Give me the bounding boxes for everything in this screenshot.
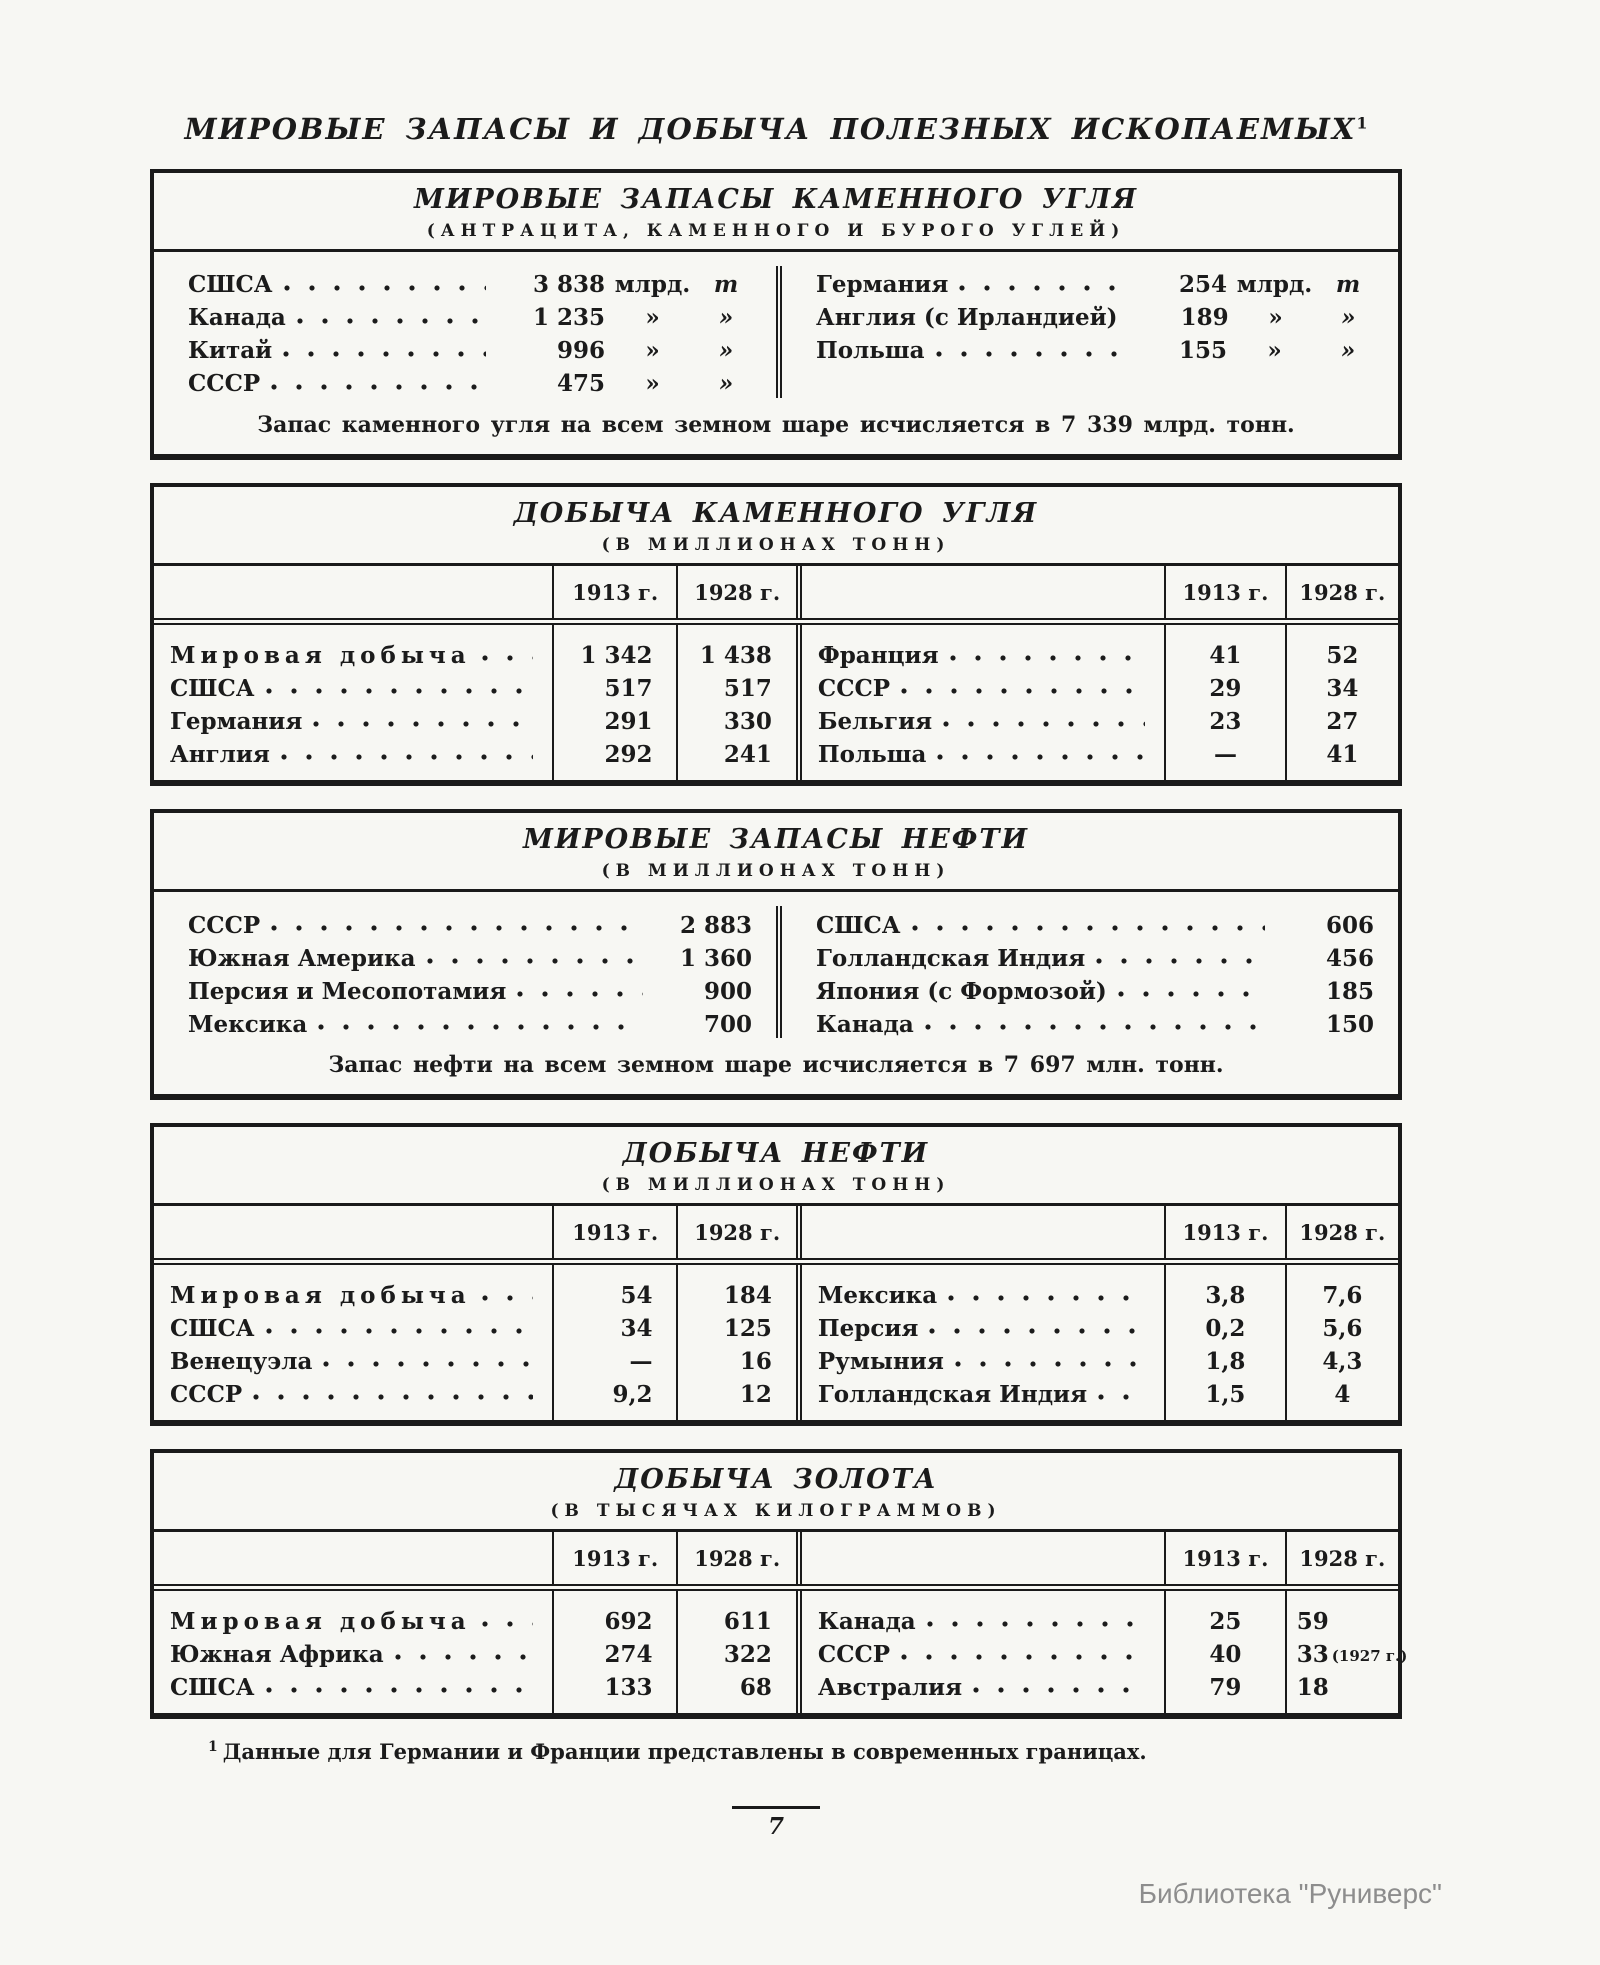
col-header-1928: 1928 г. [1285,1206,1398,1258]
table-row [816,939,1374,972]
value-cell [1287,1635,1408,1668]
table-row [188,299,752,332]
country-label: Мировая добыча [170,1281,471,1309]
country-label: Южная Африка [170,1640,384,1668]
value: 254 [1178,271,1227,299]
table-row [802,1602,1164,1635]
value: 606 [1325,911,1374,939]
value-cell: 692 [604,1607,653,1635]
country-label: СШСА [188,271,273,299]
value-cell: 292 [604,740,653,768]
dot-leader [912,925,1265,931]
coal-reserves-title: МИРОВЫЕ ЗАПАСЫ КАМЕННОГО УГЛЯ [413,184,1139,215]
value-cell: 1,5 [1205,1380,1246,1408]
value: 900 [703,977,752,1005]
country-label: Польша [816,337,925,365]
country-label: Япония (с Формозой) [816,977,1107,1005]
labels-column [154,1265,552,1420]
coal-production-column-headers [154,566,1398,625]
page-footnote [150,1739,1402,1764]
country-label: Австралия [817,1673,963,1701]
value-cell: 79 [1209,1673,1242,1701]
oil-reserves-left-half [154,906,776,1038]
value-cell: 27 [1326,707,1359,735]
table-row [816,1005,1374,1038]
value: 456 [1325,944,1374,972]
value-year-note: (1927 г.) [1331,1647,1408,1666]
footnote-text: Данные для Германии и Франции представлены в современных границах. [222,1739,1147,1765]
unit-tonnes: т [1335,271,1361,299]
table-row [802,1668,1164,1701]
unit-tonnes: » [718,370,734,398]
values-1928-column [676,1591,795,1713]
dot-leader [959,285,1126,291]
dot-leader [955,1361,1145,1367]
value-cell: 7,6 [1322,1281,1363,1309]
value-cell: 16 [739,1347,772,1375]
dot-leader [973,1687,1145,1693]
unit-tonnes: » [718,304,734,332]
dot-leader [1096,958,1265,964]
value: 155 [1178,337,1227,365]
table-row [154,1276,552,1309]
gold-production-column-headers [154,1532,1398,1591]
table-row [188,1005,752,1038]
table-row [154,636,552,669]
value-cell: 0,2 [1205,1314,1246,1342]
values-1913-column [552,1265,676,1420]
col-header-1913: 1913 г. [1164,566,1285,618]
dot-leader [927,1621,1145,1627]
labels-column [796,625,1164,780]
table-row [802,1375,1164,1408]
value-cell: 125 [723,1314,772,1342]
coal-reserves-right-half [776,266,1398,398]
oil-reserves-title: МИРОВЫЕ ЗАПАСЫ НЕФТИ [522,824,1030,856]
coal-reserves-note: Запас каменного угля на всем земном шаре исчисляется в 7 339 млрд. тонн. [257,412,1295,439]
oil-reserves-right-half [776,906,1398,1038]
table-row [816,972,1374,1005]
values-1928-column [1285,1265,1398,1420]
value-cell: 322 [723,1640,772,1668]
col-header-1913: 1913 г. [552,1532,676,1584]
value: 1 360 [679,944,752,972]
oil-reserves-body [154,892,1398,1046]
value-cell: 34 [620,1314,653,1342]
table-row [802,702,1164,735]
country-label: СШСА [170,1673,255,1701]
unit-tonnes: » [1340,337,1356,365]
country-label: СССР [188,370,261,398]
value: 189 [1180,304,1229,332]
footnote-mark: 1 [208,1739,218,1756]
table-row [154,735,552,768]
country-label: Голландская Индия [816,944,1086,972]
unit-tonnes: т [713,271,739,299]
dot-leader [929,1328,1145,1334]
header-spacer [154,1532,552,1584]
unit: » [645,370,660,398]
col-header-1928: 1928 г. [676,1532,795,1584]
header-spacer [796,566,1164,618]
dot-leader [271,384,486,390]
oil-reserves-note: Запас нефти на всем земном шаре исчисляется в 7 697 млн. тонн. [328,1052,1224,1079]
oil-production-subtitle: (В МИЛЛИОНАХ ТОНН) [601,1175,951,1196]
country-label: СССР [170,1380,243,1408]
value-cell: 330 [723,707,772,735]
value-cell: 29 [1209,674,1242,702]
dot-leader [297,318,486,324]
value-cell: 274 [604,1640,653,1668]
country-label: Южная Америка [188,944,416,972]
value-cell: 18 [1296,1673,1329,1701]
country-label: Англия (с Ирландией) [816,304,1118,332]
table-row [154,1375,552,1408]
dot-leader [901,1654,1145,1660]
dot-leader [482,1295,533,1301]
value-cell: 4 [1334,1380,1351,1408]
unit: » [645,304,660,332]
value-cell: 12 [739,1380,772,1408]
gold-production-title: ДОБЫЧА ЗОЛОТА [614,1464,938,1496]
coal-reserves-left-half [154,266,776,398]
country-label: Венецуэла [170,1347,313,1375]
value: 996 [556,337,605,365]
dot-leader [284,285,486,291]
page-number: 7 [732,1806,820,1840]
oil-production-table [150,1123,1402,1426]
coal-reserves-head [154,173,1398,252]
oil-production-title: ДОБЫЧА НЕФТИ [622,1138,930,1170]
page-content [150,0,1408,1841]
unit: » [1268,304,1283,332]
col-header-1913: 1913 г. [552,566,676,618]
labels-column [154,625,552,780]
coal-production-head [154,487,1398,566]
col-header-1928: 1928 г. [1285,1532,1398,1584]
value-cell: 25 [1209,1607,1242,1635]
values-1928-column [676,1265,795,1420]
table-row [154,1309,552,1342]
oil-reserves-table [150,809,1402,1100]
table-row [802,1342,1164,1375]
dot-leader [266,1687,534,1693]
dot-leader [937,754,1145,760]
country-label: Мировая добыча [170,1607,471,1635]
dot-leader [281,754,533,760]
table-row [816,332,1374,365]
value-cell: — [629,1347,653,1375]
values-1928-column [1285,625,1398,780]
value: 475 [556,370,605,398]
dot-leader [936,351,1126,357]
table-row [188,939,752,972]
gold-production-body [154,1591,1408,1713]
coal-production-subtitle: (В МИЛЛИОНАХ ТОНН) [601,535,951,556]
value-cell: 133 [604,1673,653,1701]
dot-leader [253,1394,533,1400]
oil-production-column-headers [154,1206,1398,1265]
value-cell: 1 438 [699,641,772,669]
value-cell: 517 [604,674,653,702]
page-title [150,112,1402,146]
value-cell: 9,2 [612,1380,653,1408]
value-cell: 59 [1296,1607,1329,1635]
table-row [816,299,1374,332]
value-cell: 41 [1209,641,1242,669]
value-cell: 3,8 [1205,1281,1246,1309]
country-label: Германия [816,271,949,299]
gold-production-head [154,1453,1398,1532]
table-row [802,636,1164,669]
page-title-text: МИРОВЫЕ ЗАПАСЫ И ДОБЫЧА ПОЛЕЗНЫХ ИСКОПАЕМЫХ [184,112,1357,146]
table-row [154,1668,552,1701]
table-row [802,735,1164,768]
oil-reserves-head [154,813,1398,892]
values-1928-column [1285,1591,1408,1713]
coal-production-body [154,625,1398,780]
coal-reserves-table [150,169,1402,460]
gold-production-table [150,1449,1408,1719]
dot-leader [482,655,533,661]
country-label: СССР [817,674,891,702]
country-label: Бельгия [817,707,933,735]
col-header-1913: 1913 г. [1164,1206,1285,1258]
table-row [188,332,752,365]
value-cell: 5,6 [1322,1314,1363,1342]
library-watermark: Библиотека "Руниверс" [1138,1878,1442,1909]
value-cell: 517 [723,674,772,702]
dot-leader [266,688,534,694]
country-label: Китай [188,337,273,365]
value-cell: 611 [723,1607,772,1635]
table-row [188,972,752,1005]
values-1913-column [1164,1591,1285,1713]
value: 185 [1325,977,1374,1005]
page-title-footnote-mark: 1 [1356,113,1368,133]
dot-leader [266,1328,534,1334]
country-label: Мексика [188,1010,308,1038]
country-label: СШСА [170,674,255,702]
country-label: Германия [170,707,303,735]
table-row [188,266,752,299]
country-label: Голландская Индия [817,1380,1088,1408]
value-cell: 54 [620,1281,653,1309]
col-header-1928: 1928 г. [676,1206,795,1258]
country-label: СССР [817,1640,891,1668]
value-cell: 1,8 [1205,1347,1246,1375]
value-cell: — [1213,740,1237,768]
table-row [802,1276,1164,1309]
header-spacer [796,1206,1164,1258]
country-label: Канада [817,1607,916,1635]
dot-leader [943,721,1145,727]
unit-tonnes: » [718,337,734,365]
table-row [188,906,752,939]
dot-leader [482,1621,533,1627]
value-cell: 68 [739,1673,772,1701]
unit-tonnes: » [1341,304,1356,332]
value-cell: 34 [1326,674,1359,702]
dot-leader [925,1024,1265,1030]
table-row [154,702,552,735]
values-1928-column [676,625,795,780]
dot-leader [395,1654,533,1660]
country-label: Мировая добыча [170,641,471,669]
value: 2 883 [679,911,752,939]
table-row [154,1342,552,1375]
value-cell: 241 [723,740,772,768]
col-header-1928: 1928 г. [676,566,795,618]
unit: млрд. [1236,271,1313,299]
table-row [816,266,1374,299]
value-cell: 1 342 [580,641,653,669]
coal-reserves-subtitle: (АНТРАЦИТА, КАМЕННОГО И БУРОГО УГЛЕЙ) [426,221,1126,242]
country-label: Польша [817,740,927,768]
header-spacer [154,1206,552,1258]
dot-leader [313,721,533,727]
value-cell: 41 [1326,740,1359,768]
dot-leader [950,655,1146,661]
values-1913-column [552,625,676,780]
dot-leader [318,1024,643,1030]
country-label: Мексика [817,1281,938,1309]
table-row [154,1602,552,1635]
dot-leader [427,958,643,964]
values-1913-column [552,1591,676,1713]
dot-leader [283,351,486,357]
value-cell: 184 [723,1281,772,1309]
oil-production-body [154,1265,1398,1420]
value-cell: 291 [604,707,653,735]
value-cell: 23 [1209,707,1242,735]
labels-column [154,1591,552,1713]
dot-leader [517,991,643,997]
country-label: СШСА [170,1314,255,1342]
table-row [802,669,1164,702]
unit: » [645,337,660,365]
col-header-1913: 1913 г. [552,1206,676,1258]
table-row [802,1309,1164,1342]
oil-reserves-subtitle: (В МИЛЛИОНАХ ТОНН) [601,861,951,882]
table-row [802,1635,1164,1668]
labels-column [796,1265,1164,1420]
values-1913-column [1164,625,1285,780]
table-row [154,1635,552,1668]
value: 150 [1325,1010,1374,1038]
header-spacer [796,1532,1164,1584]
value: 33 [1296,1640,1329,1668]
coal-production-table [150,483,1402,786]
country-label: Персия [817,1314,919,1342]
coal-production-title: ДОБЫЧА КАМЕННОГО УГЛЯ [513,498,1039,530]
dot-leader [1098,1394,1145,1400]
unit: млрд. [614,271,691,299]
value: 3 838 [532,271,605,299]
country-label: Румыния [817,1347,944,1375]
country-label: Канада [188,304,286,332]
country-label: СССР [188,911,261,939]
header-spacer [154,566,552,618]
values-1913-column [1164,1265,1285,1420]
value: 1 235 [532,304,605,332]
unit: » [1267,337,1282,365]
value-cell: 4,3 [1322,1347,1363,1375]
dot-leader [901,688,1145,694]
country-label: Канада [816,1010,914,1038]
gold-production-subtitle: (В ТЫСЯЧАХ КИЛОГРАММОВ) [550,1501,1002,1522]
dot-leader [323,1361,533,1367]
value-cell: 52 [1326,641,1359,669]
value-cell: 40 [1209,1640,1242,1668]
country-label: Франция [817,641,939,669]
dot-leader [1118,991,1265,997]
country-label: СШСА [816,911,901,939]
oil-production-head [154,1127,1398,1206]
col-header-1928: 1928 г. [1285,566,1398,618]
country-label: Персия и Месопотамия [188,977,507,1005]
col-header-1913: 1913 г. [1164,1532,1285,1584]
table-row [188,365,752,398]
labels-column [796,1591,1164,1713]
country-label: Англия [170,740,270,768]
table-row [154,669,552,702]
dot-leader [271,925,643,931]
coal-reserves-body [154,252,1398,406]
value: 700 [703,1010,752,1038]
dot-leader [948,1295,1145,1301]
table-row [816,906,1374,939]
